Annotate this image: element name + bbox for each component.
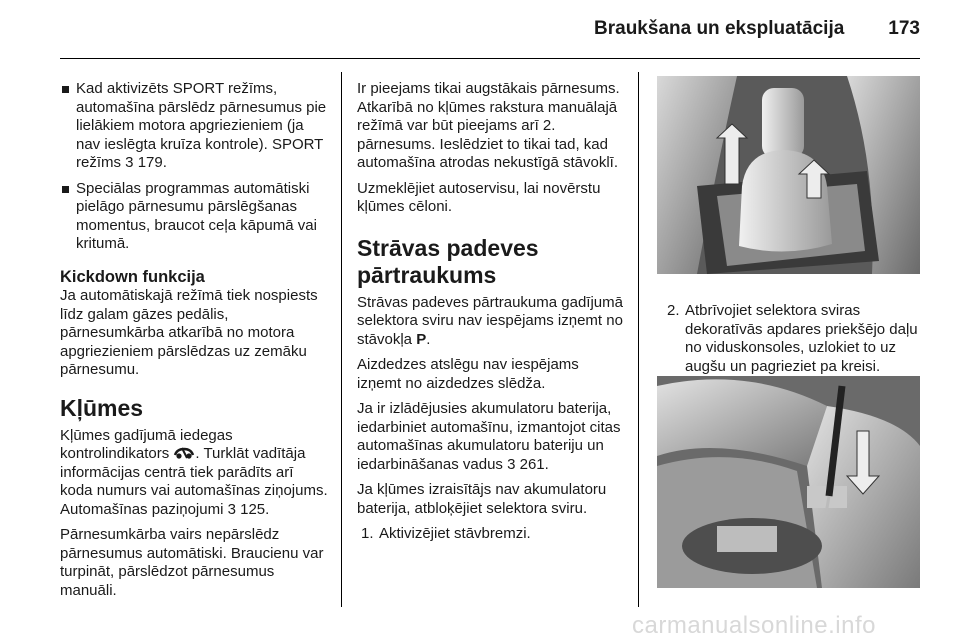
col2-paragraph-2: Uzmeklējiet autoservisu, lai novērstu kļūmes cēloni. (357, 179, 601, 215)
column-2 (357, 80, 627, 551)
header-rule (60, 58, 920, 59)
column-3 (663, 302, 925, 383)
page-reference-icon: 3 (125, 154, 134, 171)
faults-paragraph-2: Pārnesumkārba vairs nepārslēdz pārnesumus automātiski. Braucienu var turpināt, pārslēdzot pārnesumus manuāli. (60, 526, 324, 599)
page-link[interactable]: 261. (519, 455, 549, 473)
page-reference-icon: 3 (507, 455, 516, 473)
trim-removal-figure (657, 376, 920, 588)
faults-paragraph-1: Kļūmes gadījumā iedegas kontrolindikators . Turklāt vadītāja informācijas centrā tiek parādīts arī koda numurs vai automašīnas ziņojums. Automašīnas paziņojumi 3 125. (60, 426, 328, 518)
col2-paragraph-6: Ja kļūmes izraisītājs nav akumulatoru baterija, atbloķējiet selektora sviru. (357, 481, 607, 517)
header-title: Braukšana un ekspluatācija (594, 18, 845, 39)
watermark: carmanualsonline.info (632, 612, 876, 639)
transmission-fault-icon (173, 446, 195, 460)
col2-paragraph-5: Ja ir izlādējusies akumulatoru baterija, iedarbiniet automašīnu, izmantojot citas automašīnas akumulatoru bateriju un iedarbināšanas vadus 3 261. (357, 400, 621, 473)
kickdown-text: Ja automātiskajā režīmā tiek nospiests līdz galam gāzes pedālis, pārnesumkārba atkarībā no motora apgriezieniem pārslēdzas uz zemāku pārnesumu. (60, 287, 318, 378)
kickdown-heading: Kickdown funkcija (60, 267, 205, 286)
page-link[interactable]: 125. (240, 500, 270, 518)
power-interruption-heading: Strāvas padeves pārtraukums (357, 234, 539, 288)
page-number: 173 (888, 18, 920, 39)
gear-selector-figure (657, 76, 920, 274)
column-1 (60, 80, 330, 607)
page-reference-icon: 3 (227, 500, 236, 518)
bullet-special-programs: Speciālas programmas automātiski pielāgo pārnesumu pārslēgšanas momentus, braucot ceļa kāpumā vai kritumā. (60, 180, 330, 254)
faults-heading: Kļūmes (60, 394, 144, 421)
step-2: 2. Atbrīvojiet selektora sviras dekoratīvās apdares priekšējo daļu no viduskonsoles, uzlokiet to uz augšu un pagrieziet pa kreisi. (667, 302, 918, 375)
bullet-square-icon (62, 86, 69, 93)
page-header (594, 18, 920, 40)
col2-paragraph-4: Aizdedzes atslēgu nav iespējams izņemt no aizdedzes slēdža. (357, 356, 579, 392)
col2-paragraph-1: Ir pieejams tikai augstākais pārnesums. Atkarībā no kļūmes rakstura manuālajā režīmā var būt pieejams arī 2. pārnesums. Ieslēdziet to tikai tad, kad automašīna atrodas nekustīgā stāvoklī. (357, 80, 620, 171)
step-1: 1. Aktivizējiet stāvbremzi. (361, 525, 531, 542)
col2-paragraph-3: Strāvas padeves pārtraukuma gadījumā selektora sviru nav iespējams izņemt no stāvokļa P. (357, 293, 623, 348)
page-link[interactable]: 179. (137, 154, 167, 171)
bullet-sport-mode: Kad aktivizēts SPORT režīms, automašīna pārslēdz pārnesumus pie lielākiem motora apgriezieniem (ja nav ieslēgta kruīza kontrole). SPORT režīms 3 179. (60, 80, 330, 173)
column-divider-2 (638, 72, 639, 607)
bullet-square-icon (62, 186, 69, 193)
column-divider-1 (341, 72, 342, 607)
